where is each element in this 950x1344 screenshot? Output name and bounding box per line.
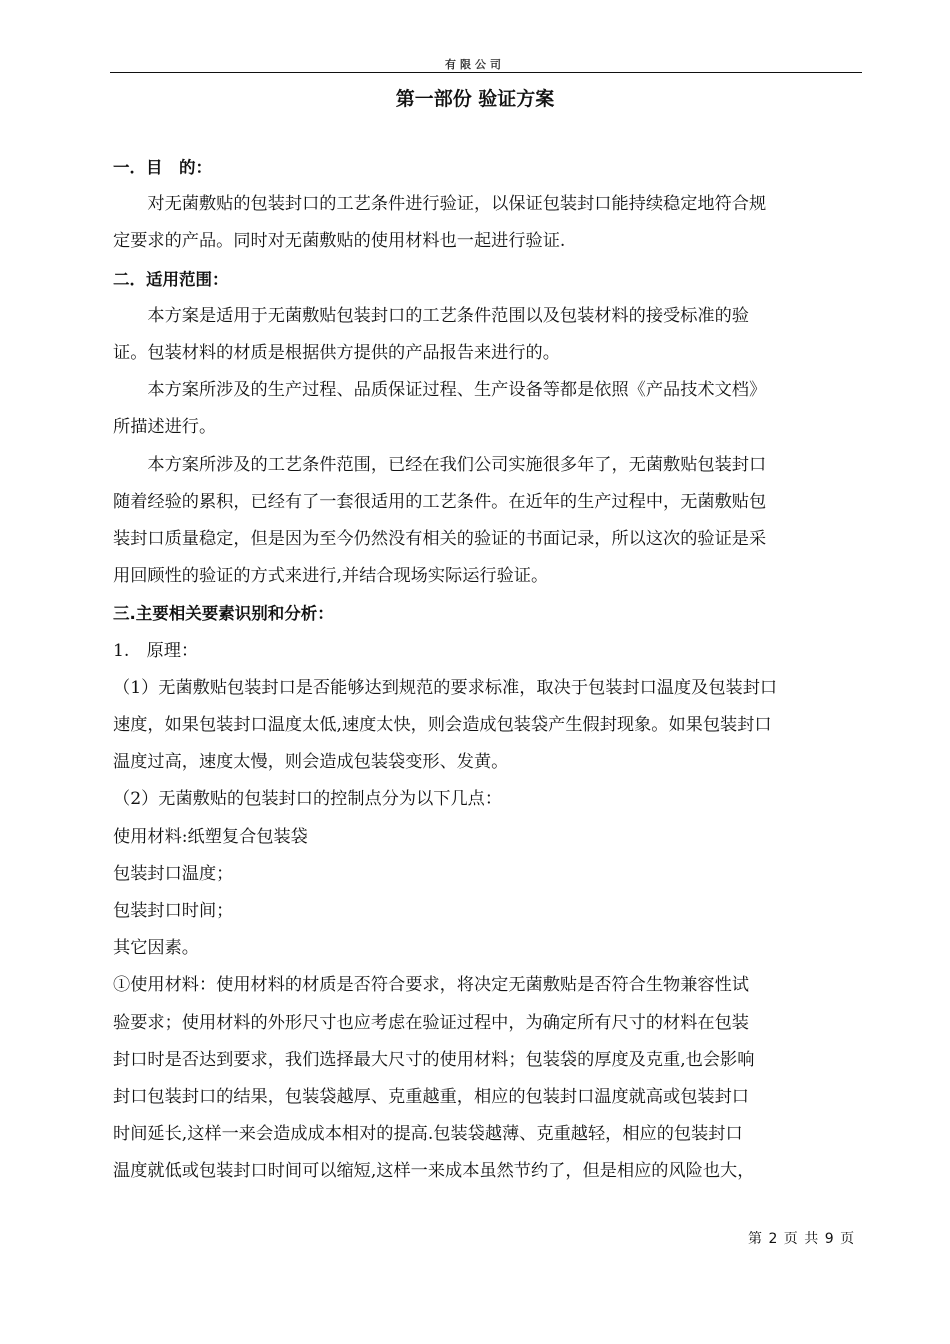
section-3-heading: 三.主要相关要素识别和分析： [113,604,334,624]
control-point-item: 其它因素。 [113,938,199,959]
control-point-item: 包装封口时间； [113,901,234,922]
section-2-paragraph-line: 本方案所涉及的生产过程、品质保证过程、生产设备等都是依照《产品技术文档》 [147,380,767,401]
section-2-paragraph-line: 所描述进行。 [113,417,217,438]
material-paragraph-line: 验要求；使用材料的外形尺寸也应考虑在验证过程中，为确定所有尺寸的材料在包装 [113,1012,749,1033]
section-2-heading: 二．适用范围： [113,269,229,289]
header-rule [110,72,862,73]
section-1-paragraph-line: 定要求的产品。同时对无菌敷贴的使用材料也一起进行验证. [113,231,566,252]
section-2-paragraph-line: 用回顾性的验证的方式来进行,并结合现场实际运行验证。 [113,566,549,587]
material-paragraph-line: 时间延长,这样一来会造成成本相对的提高.包装袋越薄、克重越轻，相应的包装封口 [113,1124,743,1145]
section-3-paragraph-line: 温度过高，速度太慢，则会造成包装袋变形、发黄。 [113,752,509,773]
section-2-paragraph-line: 证。包装材料的材质是根据供方提供的产品报告来进行的。 [113,343,560,364]
page-title: 第一部份 验证方案 [395,88,555,110]
control-point-item: 包装封口温度； [113,863,234,884]
control-point-item: 使用材料:纸塑复合包装袋 [113,826,308,847]
section-2-paragraph-line: 本方案是适用于无菌敷贴包装封口的工艺条件范围以及包装材料的接受标准的验 [147,305,749,326]
section-1-paragraph-line: 对无菌敷贴的包装封口的工艺条件进行验证，以保证包装封口能持续稳定地符合规 [147,194,767,215]
section-2-paragraph-line: 装封口质量稳定，但是因为至今仍然没有相关的验证的书面记录，所以这次的验证是采 [113,529,767,550]
material-paragraph-line: 温度就低或包装封口时间可以缩短,这样一来成本虽然节约了，但是相应的风险也大， [113,1161,755,1182]
document-body [113,149,853,1191]
section-1-heading: 一．目 的： [113,158,212,177]
section-3-paragraph-line: （2）无菌敷贴的包装封口的控制点分为以下几点： [113,789,503,810]
section-3-paragraph-line: （1）无菌敷贴包装封口是否能够达到规范的要求标准，取决于包装封口温度及包装封口 [113,677,778,698]
header-company: 有限公司 [445,58,505,71]
section-2-paragraph-line: 本方案所涉及的工艺条件范围，已经在我们公司实施很多年了，无菌敷贴包装封口 [147,454,767,475]
section-2-paragraph-line: 随着经验的累积，已经有了一套很适用的工艺条件。在近年的生产过程中，无菌敷贴包 [113,491,767,512]
material-paragraph-line: ①使用材料：使用材料的材质是否符合要求，将决定无菌敷贴是否符合生物兼容性试 [113,975,749,996]
section-3-item-principle: 1. 原理： [113,640,199,661]
material-paragraph-line: 封口时是否达到要求，我们选择最大尺寸的使用材料；包装袋的厚度及克重,也会影响 [113,1049,755,1070]
section-3-paragraph-line: 速度，如果包装封口温度太低,速度太快，则会造成包装袋产生假封现象。如果包装封口 [113,715,772,736]
page-number: 第 2 页 共 9 页 [748,1231,856,1247]
material-paragraph-line: 封口包装封口的结果，包装袋越厚、克重越重，相应的包装封口温度就高或包装封口 [113,1087,749,1108]
